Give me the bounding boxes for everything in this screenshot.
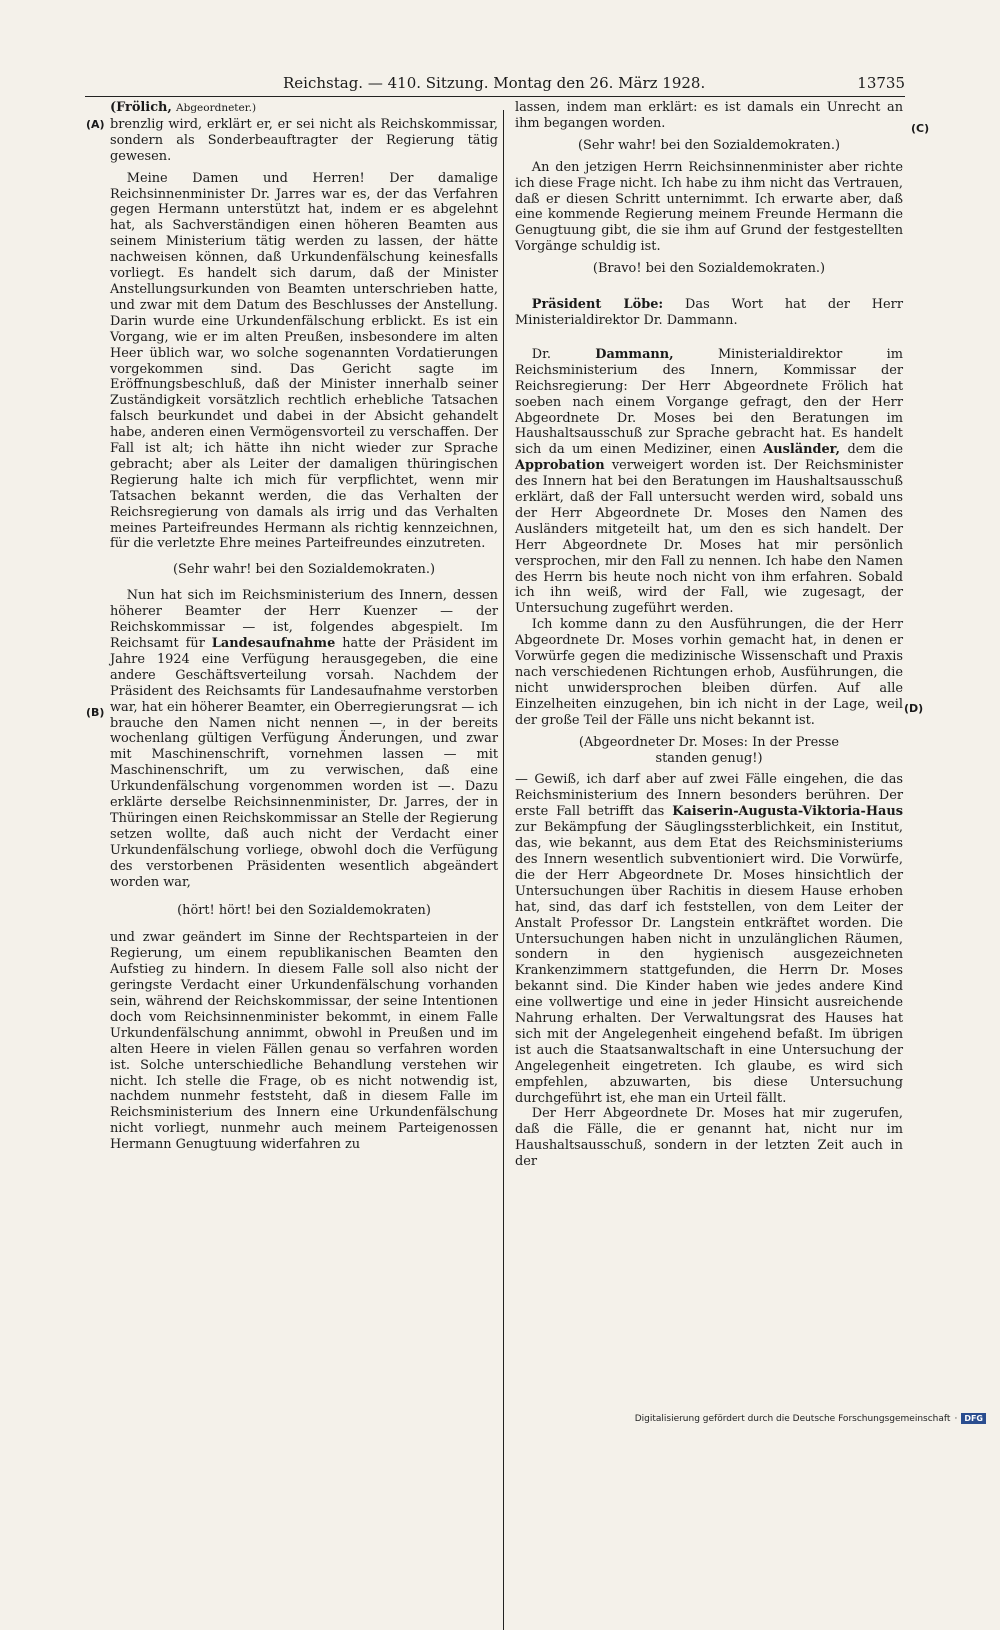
interjection: (Sehr wahr! bei den Sozialdemokraten.)	[578, 137, 840, 153]
right-column	[515, 100, 903, 1170]
paragraph: und zwar geändert im Sinne der Rechtsparteien in der Regierung, um einem republikanischen Beamten den Aufstieg zu hindern. In diesem Falle soll also nicht der geringste Verdacht einer Urkundenfälschung vorhanden sein, während der Reichskommissar, der seine Intentionen doch vom Reichsinnenminister bekommt, in einem Falle Urkundenfälschung annimmt, obwohl in Preußen und im alten Heere in vielen Fällen genau so verfahren worden ist. Solche unterschiedliche Behandlung verstehen wir nicht. Ich stelle die Frage, ob es nicht notwendig ist, nachdem nunmehr feststeht, daß in diesem Falle im Reichsministerium des Innern eine Urkundenfälschung nicht vorliegt, nunmehr auch meinem Parteigenossen Hermann Genugtuung widerfahren zu	[110, 930, 498, 1153]
paragraph	[515, 347, 903, 617]
digitization-credit	[635, 1413, 986, 1424]
interjection: (Sehr wahr! bei den Sozialdemokraten.)	[173, 562, 435, 578]
page-number: 13735	[857, 74, 905, 92]
interjection: (Bravo! bei den Sozialdemokraten.)	[592, 261, 826, 277]
speaker-line	[110, 100, 498, 117]
column-divider	[503, 110, 504, 1630]
speaker-name: Dammann,	[595, 346, 674, 362]
paragraph-text: zur Bekämpfung der Säuglingssterblichkeit, ein Institut, das, wie bekannt, aus dem Etat des Reichsministeriums des Innern wesentlich subventioniert wird. Die Vorwürfe, die der Herr Abgeordnete Dr. Moses hinsichtlich der Untersuchungen über Rachitis in diesem Hause erhoben hat, sind, das darf ich feststellen, von dem Leiter der Anstalt Professor Dr. Langstein entkräftet worden. Die Untersuchungen haben nicht in unzulänglichen Räumen, sondern in den hygienisch ausgezeichneten Krankenzimmern stattgefunden, die Herrn Dr. Moses bekannt sind. Die Kinder haben wie jedes andere Kind eine vollwertige und eine in jeder Hinsicht ausreichende Nahrung erhalten. Der Verwaltungsrat des Hauses hat sich mit der Angelegenheit eingehend befaßt. Im übrigen ist auch die Staatsanwaltschaft in eine Untersuchung der Angelegenheit eingetreten. Ich glaube, es wird sich empfehlen, abzuwarten, bis diese Untersuchung durchgeführt ist, ehe man ein Urteil fällt.	[515, 820, 903, 1106]
separator-dot: ·	[954, 1413, 958, 1424]
header-rule	[85, 96, 905, 97]
margin-mark-a: (A)	[86, 118, 105, 131]
paragraph: lassen, indem man erklärt: es ist damals ein Unrecht an ihm begangen worden.	[515, 100, 903, 131]
paragraph	[515, 772, 903, 1106]
speaker-prefix: Dr.	[531, 346, 596, 362]
paragraph-text: — Gewiß, ich darf aber auf zwei Fälle eingehen, die das Reichsministerium des Innern besonders berühren. Der erste Fall betrifft das	[515, 772, 903, 820]
paragraph-text: dem die	[840, 442, 903, 458]
paragraph-text: Ministerialdirektor im Reichsministerium des Innern, Kommissar der Reichsregierung: Der Herr Abgeordnete Frölich hat soeben nach einem Vorgange gefragt, den der Herr Abgeordnete Dr. Moses bei den Beratungen im Haushaltsausschuß zur Sprache gebracht hat. Es handelt sich da um einen Mediziner, einen	[515, 346, 903, 458]
emphasis-text: Kaiserin-Augusta-Viktoria-Haus	[672, 804, 903, 820]
emphasis-text: Landesaufnahme	[211, 636, 336, 651]
paragraph	[110, 588, 498, 890]
credit-text: Digitalisierung gefördert durch die Deutsche Forschungsgemeinschaft	[634, 1413, 951, 1424]
interjection: (hört! hört! bei den Sozialdemokraten)	[177, 902, 431, 918]
paragraph: An den jetzigen Herrn Reichsinnenminister aber richte ich diese Frage nicht. Ich habe zu ihm nicht das Vertrauen, daß er diesen Schritt unternimmt. Ich erwarte aber, daß eine kommende Regierung meinem Freunde Hermann die Genugtuung gibt, die sie ihm auf Grund der festgestellten Vorgänge schuldig ist.	[515, 159, 903, 255]
speaker-name: (Frölich,	[110, 100, 172, 115]
margin-mark-b: (B)	[86, 706, 105, 719]
paragraph: Ich komme dann zu den Ausführungen, die der Herr Abgeordnete Dr. Moses vorhin gemacht hat, in denen er Vorwürfe gegen die medizinische Wissenschaft und Praxis nach verschiedenen Richtungen erhob, Ausführungen, die nicht unwidersprochen bleiben dürfen. Auf alle Einzelheiten einzugehen, bin ich nicht in der Lage, weil der große Teil der Fälle uns nicht bekannt ist.	[515, 617, 903, 728]
speaker-role: Abgeordneter.)	[176, 102, 257, 114]
paragraph: brenzlig wird, erklärt er, er sei nicht als Reichskommissar, sondern als Sonderbeauftragter der Regierung tätig gewesen.	[110, 116, 498, 164]
dfg-logo: DFG	[961, 1413, 986, 1424]
paragraph	[515, 297, 903, 329]
page-header	[85, 74, 905, 96]
margin-mark-c: (C)	[911, 122, 930, 135]
paragraph: Der Herr Abgeordnete Dr. Moses hat mir zugerufen, daß die Fälle, die er genannt hat, nicht nur im Haushaltsausschuß, sondern in der letzten Zeit auch in der	[515, 1106, 903, 1170]
paragraph-text: Nun hat sich im Reichsministerium des Innern, dessen höherer Beamter der Herr Kuenzer — der Reichskommissar — ist, folgendes abgespielt. Im Reichsamt für	[110, 588, 498, 651]
left-column	[110, 100, 498, 1153]
paragraph-text: verweigert worden ist. Der Reichsminister des Innern hat bei den Beratungen im Haushaltsausschuß erklärt, daß der Fall untersucht werden wird, sobald uns der Herr Abgeordnete Dr. Moses den Namen des Ausländers mitgeteilt hat, um den es sich handelt. Der Herr Abgeordnete Dr. Moses hat mir persönlich versprochen, mir den Fall zu nennen. Ich habe den Namen des Herrn bis heute noch nicht von ihm erfahren. Sobald ich ihn weiß, wird der Fall, wie zugesagt, der Untersuchung zugeführt werden.	[515, 458, 903, 617]
margin-mark-d: (D)	[904, 702, 924, 715]
president-label: Präsident Löbe:	[531, 297, 664, 313]
emphasis-text: Approbation	[515, 458, 605, 474]
paragraph-text: Das Wort hat der Herr Ministerialdirektor Dr. Dammann.	[515, 297, 903, 328]
paragraph-text: hatte der Präsident im Jahre 1924 eine Verfügung herausgegeben, die eine andere Geschäftsverteilung vorsah. Nachdem der Präsident des Reichsamts für Landesaufnahme verstorben war, hat ein höherer Beamter, ein Oberregierungsrat — ich brauche den Namen nicht nennen —, in der bereits wochenlang gültigen Verfügung Änderungen, und zwar mit Maschinenschrift, vornehmen lassen — mit Maschinenschrift, um zu verwischen, daß eine Urkundenfälschung vorgenommen worden ist —. Dazu erklärte derselbe Reichsinnenminister, Dr. Jarres, der in Thüringen einen Reichskommissar an Stelle der Regierung setzen wollte, daß auch nicht der Verdacht einer Urkundenfälschung vorliege, obwohl doch die Verfügung des verstorbenen Präsidenten wesentlich abgeändert worden war,	[110, 636, 498, 890]
paragraph: Meine Damen und Herren! Der damalige Reichsinnenminister Dr. Jarres war es, der das Verfahren gegen Hermann unterstützt hat, indem er es abgelehnt hat, als Sachverständigen einen höheren Beamten aus seinem Ministerium tätig werden zu lassen, der hätte nachweisen können, daß Urkundenfälschung keinesfalls vorliegt. Es handelt sich darum, daß der Minister Anstellungsurkunden von Beamten unterschrieben hatte, und zwar mit dem Datum des Beschlusses der Anstellung. Darin wurde eine Urkundenfälschung erblickt. Es ist ein Vorgang, wie er im alten Preußen, insbesondere im alten Heer üblich war, wo solche sogenannten Vordatierungen vorgekommen sind. Das Gericht sagte im Eröffnungsbeschluß, daß der Minister innerhalb seiner Zuständigkeit vorsätzlich rechtlich erhebliche Tatsachen falsch beurkundet und dabei in der Absicht gehandelt habe, anderen einen Vermögensvorteil zu verschaffen. Der Fall ist alt; ich hätte ihn nicht wieder zur Sprache gebracht; aber als Leiter der damaligen thüringischen Regierung halte ich mich für verpflichtet, wenn mir Tatsachen bekannt werden, die das Verhalten der Reichsregierung von damals als irrig und das Verhalten meines Parteifreundes Hermann als richtig kennzeichnen, für die verletzte Ehre meines Parteifreundes einzutreten.	[110, 170, 498, 552]
interjection: (Abgeordneter Dr. Moses: In der Presse standen genug!)	[578, 734, 840, 766]
emphasis-text: Ausländer,	[763, 442, 841, 458]
running-title: Reichstag. — 410. Sitzung. Montag den 26. März 1928.	[283, 74, 706, 92]
